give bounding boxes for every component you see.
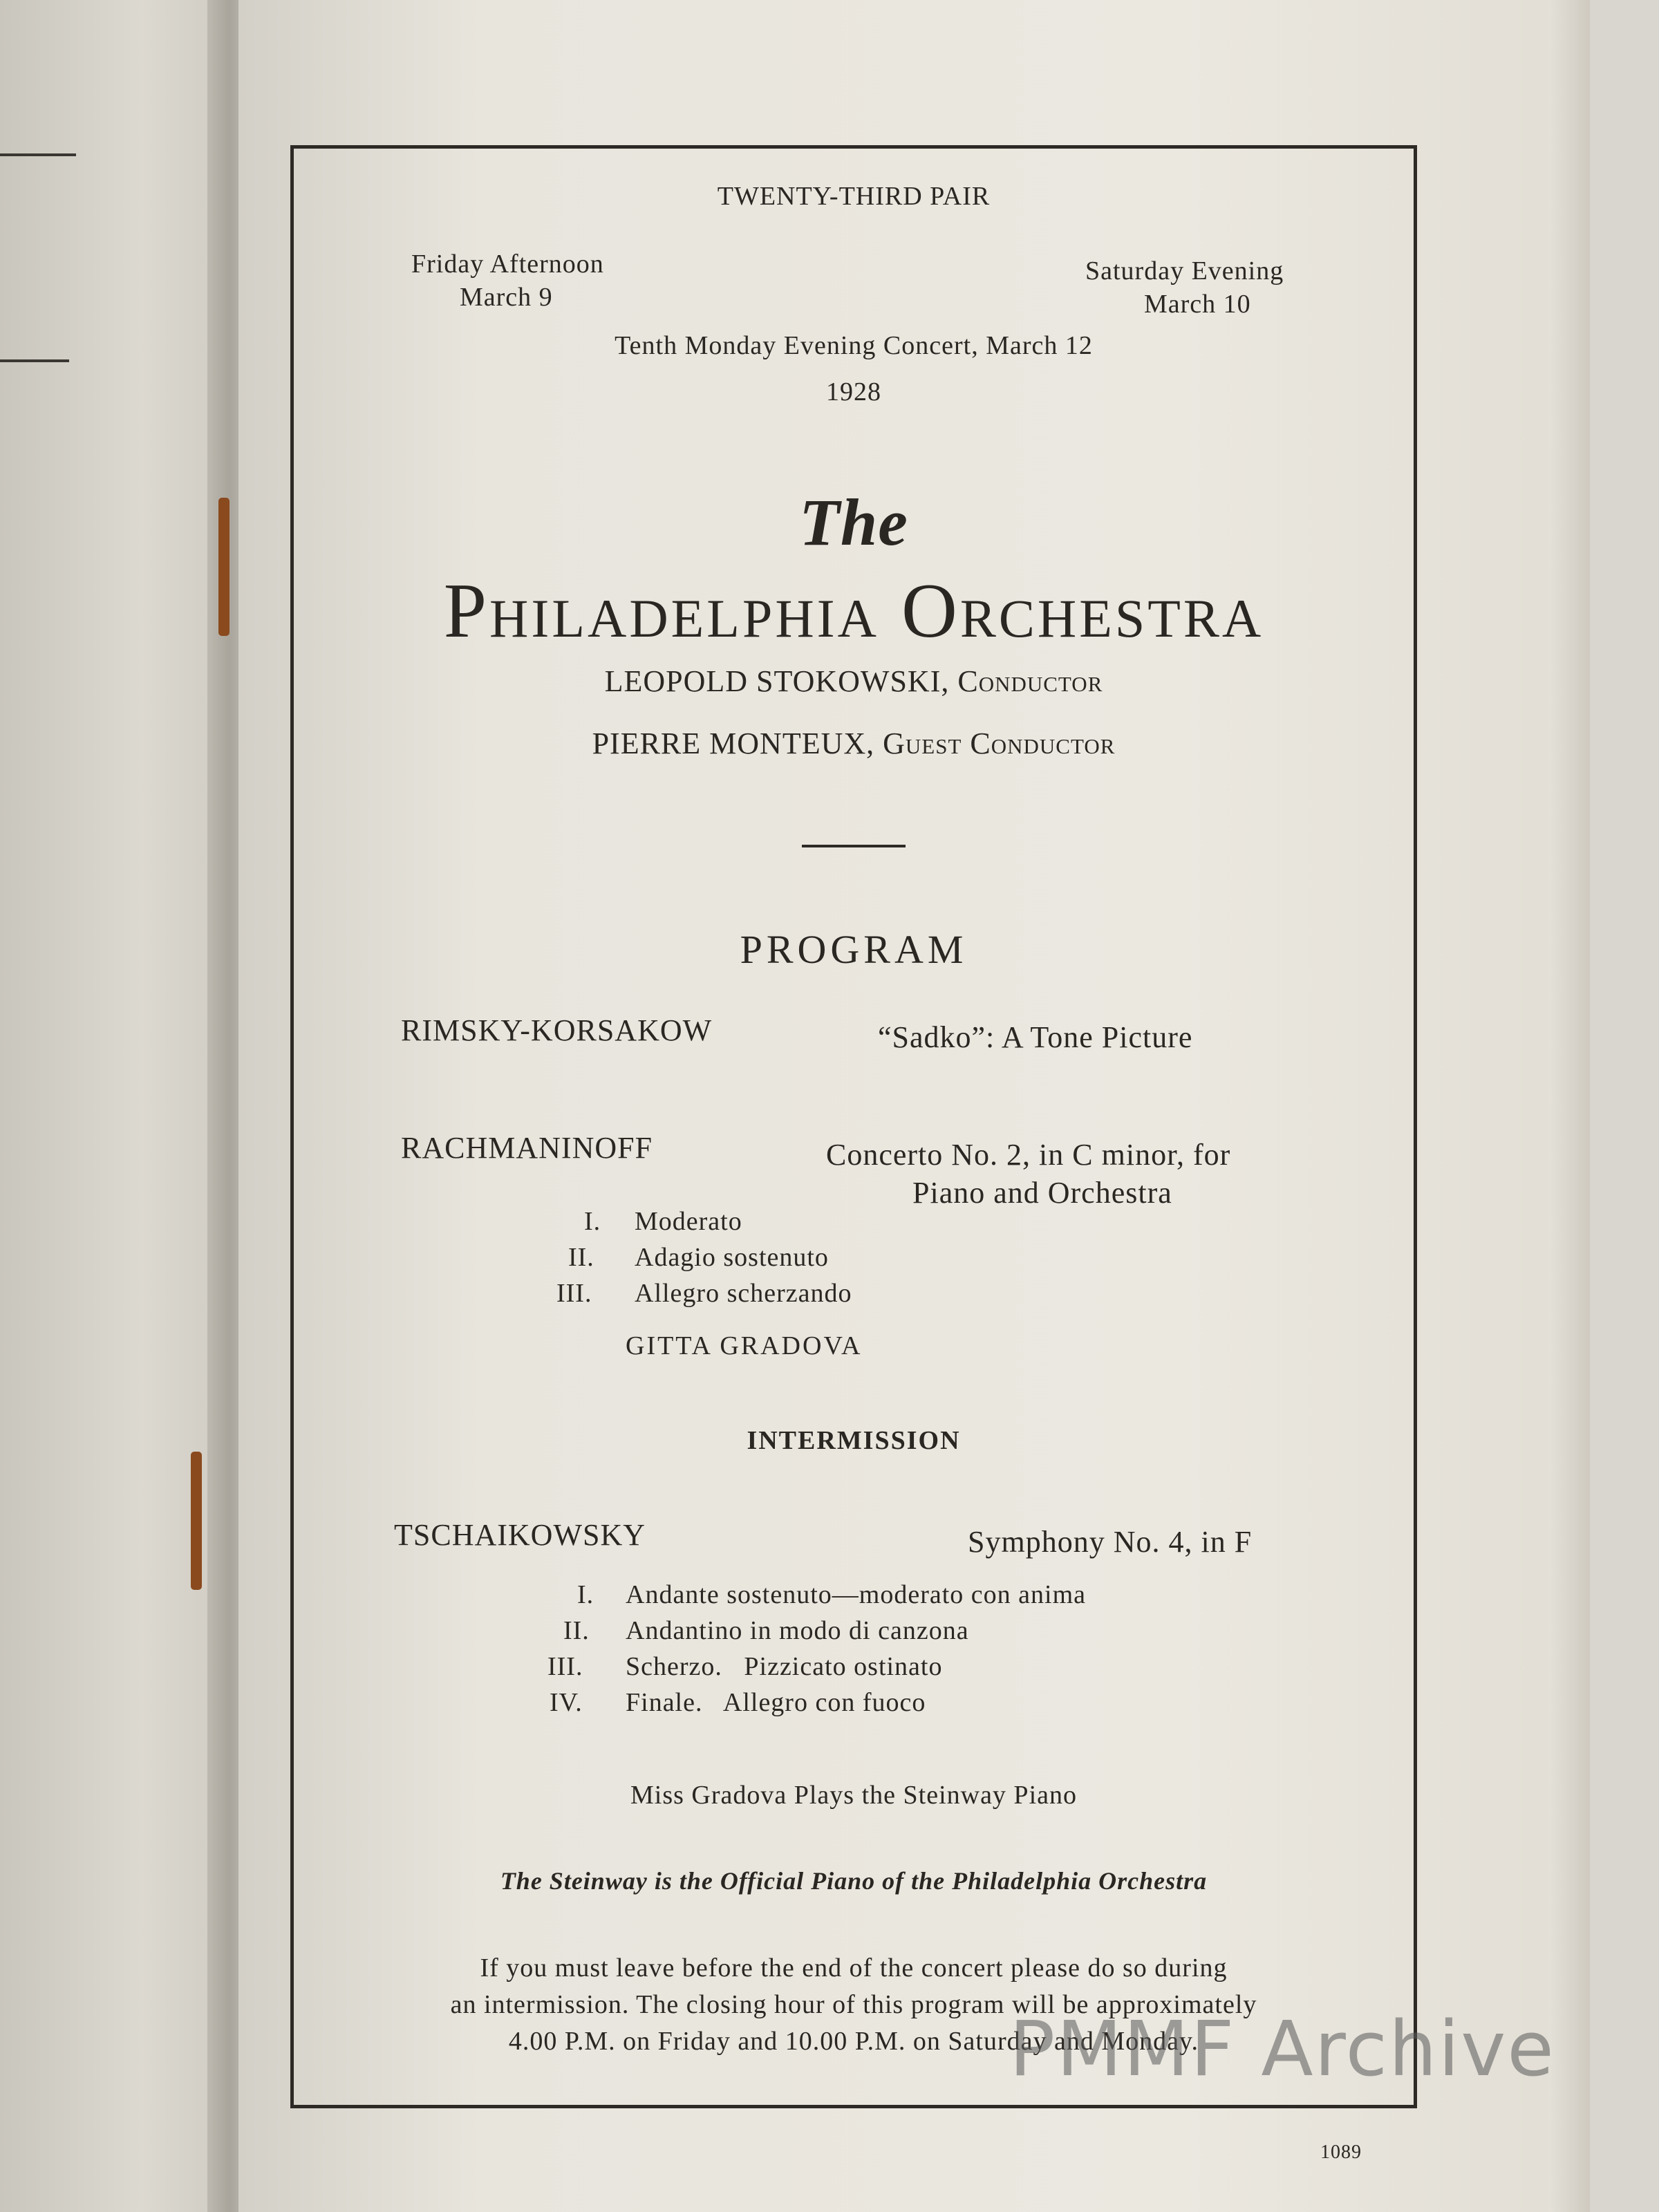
movement-name: Allegro scherzando: [635, 1279, 852, 1308]
composer-rimsky-korsakow: RIMSKY-KORSAKOW: [401, 1013, 713, 1047]
movement-number: I.: [577, 1580, 594, 1609]
movement-number: II.: [568, 1243, 594, 1272]
intermission: INTERMISSION: [747, 1426, 961, 1455]
divider: [802, 845, 906, 847]
archive-watermark: PMMF Archive: [1009, 2005, 1555, 2093]
leave-note-line3: 4.00 P.M. on Friday and 10.00 P.M. on Saturday and Monday.: [508, 2027, 1199, 2056]
movement-name: Moderato: [635, 1207, 742, 1236]
movement-number: II.: [563, 1616, 590, 1645]
movement-number: IV.: [550, 1688, 583, 1717]
steinway-note: Miss Gradova Plays the Steinway Piano: [630, 1781, 1077, 1810]
work-symphony: Symphony No. 4, in F: [968, 1525, 1253, 1559]
page-border: [290, 145, 1417, 2108]
movement-name: Andante sostenuto—moderato con anima: [626, 1580, 1087, 1609]
movement-number: III.: [547, 1652, 583, 1681]
soloist: GITTA GRADOVA: [626, 1331, 863, 1360]
guest-conductor-line: PIERRE MONTEUX, Guest Conductor: [592, 727, 1116, 760]
year: 1928: [826, 377, 881, 406]
page-edge: [1548, 0, 1590, 2212]
movement-number: I.: [584, 1207, 601, 1236]
movement-name: Scherzo. Pizzicato ostinato: [626, 1652, 943, 1681]
composer-rachmaninoff: RACHMANINOFF: [401, 1131, 653, 1165]
conductor-line: LEOPOLD STOKOWSKI, Conductor: [604, 664, 1103, 698]
friday-date: March 9: [460, 283, 553, 312]
official-piano-note: The Steinway is the Official Piano of the Philadelphia Orchestra: [500, 1867, 1208, 1895]
movement-name: Andantino in modo di canzona: [626, 1616, 969, 1645]
work-sadko: “Sadko”: A Tone Picture: [878, 1020, 1193, 1054]
pair-label: TWENTY-THIRD PAIR: [717, 182, 991, 211]
leave-note-line1: If you must leave before the end of the concert please do so during: [480, 1953, 1228, 1983]
page-number: 1089: [1320, 2141, 1362, 2163]
staple: [191, 1452, 202, 1590]
staple: [218, 498, 229, 636]
movement-name: Finale. Allegro con fuoco: [626, 1688, 926, 1717]
left-page: [0, 0, 235, 2212]
movement-number: III.: [556, 1279, 592, 1308]
movement-name: Adagio sostenuto: [635, 1243, 829, 1272]
orchestra-title: Philadelphia Orchestra: [443, 568, 1264, 654]
work-concerto-line2: Piano and Orchestra: [912, 1176, 1172, 1210]
program-heading: PROGRAM: [740, 927, 968, 972]
left-page-rule: [0, 359, 69, 362]
leave-note-line2: an intermission. The closing hour of this program will be approximately: [450, 1990, 1257, 2019]
left-page-rule: [0, 153, 76, 156]
title-the: The: [799, 485, 908, 559]
friday-label: Friday Afternoon: [411, 250, 604, 279]
saturday-label: Saturday Evening: [1085, 256, 1284, 285]
monday-concert: Tenth Monday Evening Concert, March 12: [615, 331, 1093, 360]
saturday-date: March 10: [1144, 290, 1251, 319]
work-concerto: Concerto No. 2, in C minor, for: [826, 1138, 1231, 1172]
composer-tschaikowsky: TSCHAIKOWSKY: [394, 1518, 646, 1552]
